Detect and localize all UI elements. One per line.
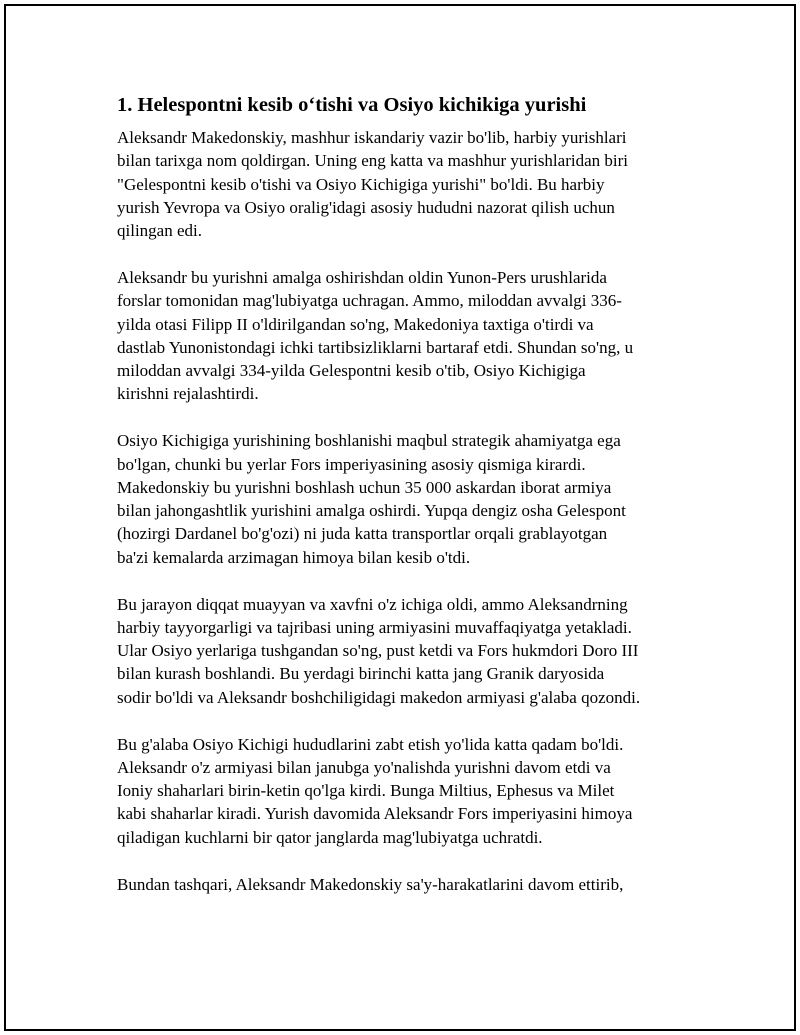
paragraph-2: Aleksandr bu yurishni amalga oshirishdan oldin Yunon-Pers urushlarida forslar tomonidan mag'lubiyatga uchragan. Ammo, miloddan avvalgi 336- yilda otasi Filipp II o'ldirilgandan so'ng, Makedoniya taxtiga o'tirdi va dastlab Yunonistondagi ichki tartibsizliklarni bartaraf etdi. Shundan so'ng, u miloddan avvalgi 334-yilda Gelespontni kesib o'tib, Osiyo Kichigiga kirishni rejalashtirdi. — [117, 267, 634, 404]
paragraph-6: Bundan tashqari, Aleksandr Makedonskiy sa'y-harakatlarini davom ettirib, — [117, 874, 624, 894]
section-heading: 1. Helespontni kesib o‘tishi va Osiyo kichikiga yurishi — [117, 94, 587, 116]
paragraph-5: Bu g'alaba Osiyo Kichigi hududlarini zabt etish yo'lida katta qadam bo'ldi. Aleksandr o'z armiyasi bilan janubga yo'nalishda yurishni davom etdi va Ioniy shaharlari birin-ketin qo'lga kirdi. Bunga Miltius, Ephesus va Milet kabi shaharlar kiradi. Yurish davomida Aleksandr Fors imperiyasini himoya qiladigan kuchlarni bir qator janglarda mag'lubiyatga uchratdi. — [117, 734, 633, 847]
document-body — [117, 89, 717, 919]
paragraph-3: Osiyo Kichigiga yurishining boshlanishi maqbul strategik ahamiyatga ega bo'lgan, chunki bu yerlar Fors imperiyasining asosiy qismiga kirardi. Makedonskiy bu yurishni boshlash uchun 35 000 askardan iborat armiya bilan jahongashtlik yurishini amalga oshirdi. Yupqa dengiz osha Gelespont (hozirgi Dardanel bo'g'ozi) ni juda katta transportlar orqali grablayotgan ba'zi kemalarda arzimagan himoya bilan kesib o'tdi. — [117, 431, 626, 567]
paragraph-4: Bu jarayon diqqat muayyan va xavfni o'z ichiga oldi, ammo Aleksandrning harbiy tayyorgarligi va tajribasi uning armiyasini muvaffaqiyatga yetakladi. Ular Osiyo yerlariga tushgandan so'ng, pust ketdi va Fors hukmdori Doro III bilan kurash boshlandi. Bu yerdagi birinchi katta jang Granik daryosida sodir bo'ldi va Aleksandr boshchiligidagi makedon armiyasi g'alaba qozondi. — [117, 594, 641, 707]
paragraph-1: Aleksandr Makedonskiy, mashhur iskandariy vazir bo'lib, harbiy yurishlari bilan tarixga nom qoldirgan. Uning eng katta va mashhur yurishlaridan biri "Gelespontni kesib o'tishi va Osiyo Kichigiga yurishi" bo'ldi. Bu harbiy yurish Yevropa va Osiyo oralig'idagi asosiy hududni nazorat qilish uchun qilingan edi. — [117, 128, 628, 241]
